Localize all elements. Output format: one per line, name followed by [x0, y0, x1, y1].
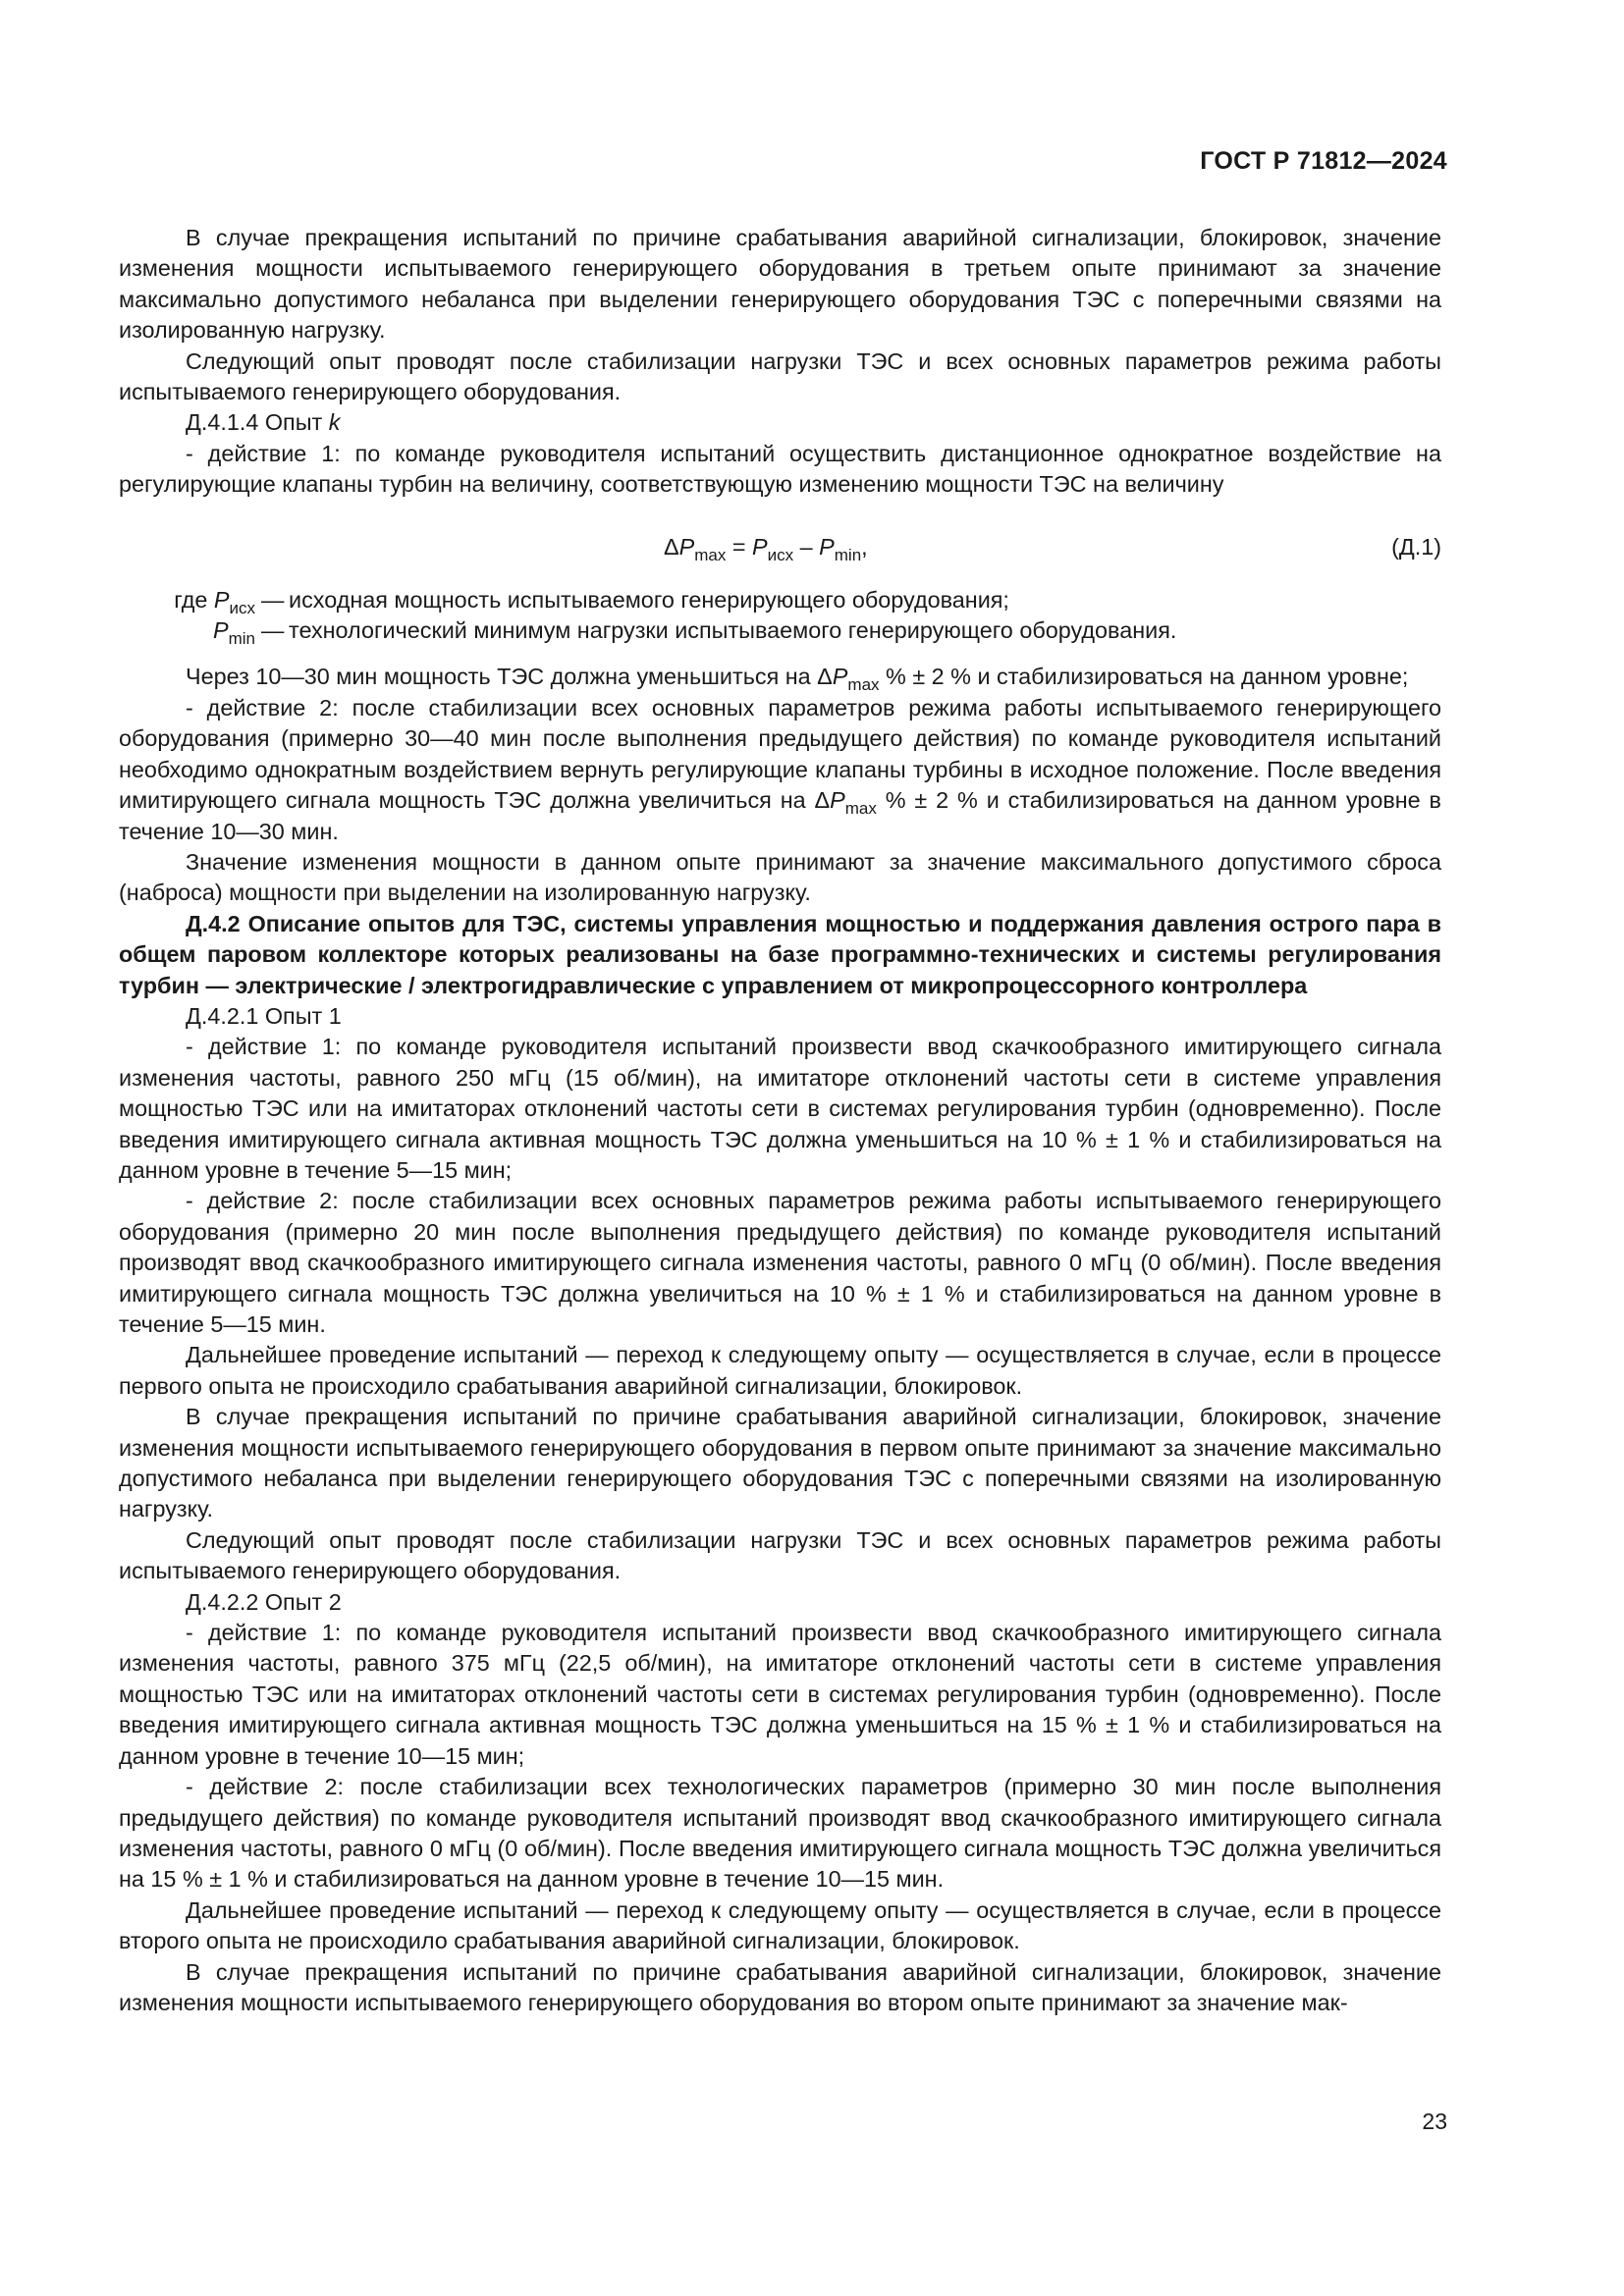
where-row: где $P_{исх}$ — исходная мощность испытываемого генерирующего оборудования; [174, 586, 1009, 617]
section-heading-d42: Д.4.2 Описание опытов для ТЭС, системы управления мощностью и поддержания давления острого пара в общем паровом коллекторе которых реализованы на базе программно-технических и системы регулирования турбин — электрические / электрогидравлические с управлением от микропроцессорного контроллера [119, 910, 1441, 998]
clause-heading-d414: Д.4.1.4 Опыт k [186, 409, 341, 436]
where-legend [119, 585, 1441, 647]
paragraph: Дальнейшее проведение испытаний — переход к следующему опыту — осуществляется в случае, если в процессе первого опыта не происходило срабатывания аварийной сигнализации, блокировок. [119, 1342, 1441, 1399]
paragraph: Д.4.2.2 Опыт 2 [186, 1588, 342, 1615]
paragraph: - действие 1: по команде руководителя испытаний произвести ввод скачкообразного имитирующего сигнала изменения частоты, равного 250 мГц (15 об/мин), на имитаторе отклонений частоты сети в системе управления мощностью ТЭС или на имитаторах отклонений частоты сети в системах регулирования турбин (одновременно). После введения имитирующего сигнала активная мощность ТЭС должна уменьшиться на 10 % ± 1 % и стабилизироваться на данном уровне в течение 5—15 мин; [119, 1034, 1441, 1183]
action-1-paragraph: - действие 1: по команде руководителя испытаний осуществить дистанционное однократное воздействие на регулирующие клапаны турбин на величину, соответствующую изменению мощности ТЭС на величину [119, 440, 1441, 498]
paragraph: Дальнейшее проведение испытаний — переход к следующему опыту — осуществляется в случае, если в процессе второго опыта не происходило срабатывания аварийной сигнализации, блокировок. [119, 1896, 1441, 1954]
paragraph: Следующий опыт проводят после стабилизации нагрузки ТЭС и всех основных параметров режима работы испытываемого генерирующего оборудования. [119, 347, 1441, 405]
paragraph: В случае прекращения испытаний по причине срабатывания аварийной сигнализации, блокировок, значение изменения мощности испытываемого генерирующего оборудования во втором опыте принимают за значение мак- [119, 1958, 1441, 2015]
standard-code: ГОСТ Р 71812—2024 [1200, 147, 1447, 175]
paragraph: - действие 1: по команде руководителя испытаний произвести ввод скачкообразного имитирующего сигнала изменения частоты, равного 375 мГц (22,5 об/мин), на имитаторе отклонений частоты сети в системе управления мощностью ТЭС или на имитаторах отклонений частоты сети в системах регулирования турбин (одновременно). После введения имитирующего сигнала активная мощность ТЭС должна уменьшиться на 15 % ± 1 % и стабилизироваться на данном уровне в течение 10—15 мин; [119, 1620, 1441, 1769]
paragraph: В случае прекращения испытаний по причине срабатывания аварийной сигнализации, блокировок, значение изменения мощности испытываемого генерирующего оборудования в первом опыте принимают за значение максимально допустимого небаланса при выделении генерирующего оборудования ТЭС с поперечными связями на изолированную нагрузку. [119, 1404, 1441, 1522]
paragraph: Через 10—30 мин мощность ТЭС должна уменьшиться на $\Delta P_{max}$ % ± 2 % и стабилизироваться на данном уровне; [186, 664, 1409, 695]
paragraph: Д.4.2.1 Опыт 1 [186, 1002, 342, 1029]
paragraph: - действие 2: после стабилизации всех основных параметров режима работы испытываемого генерирующего оборудования (примерно 20 мин после выполнения предыдущего действия) по команде руководителя испытаний производят ввод скачкообразного имитирующего сигнала изменения частоты, равного 0 мГц (0 об/мин). После введения имитирующего сигнала мощность ТЭС должна увеличиться на 10 % ± 1 % и стабилизироваться на данном уровне в течение 5—15 мин. [119, 1188, 1441, 1337]
paragraph: В случае прекращения испытаний по причине срабатывания аварийной сигнализации, блокировок, значение изменения мощности испытываемого генерирующего оборудования в третьем опыте принимают за значение максимально допустимого небаланса при выделении генерирующего оборудования ТЭС с поперечными связями на изолированную нагрузку. [119, 225, 1441, 344]
formula-number: (Д.1) [1391, 533, 1441, 560]
document-body [119, 223, 1441, 2018]
paragraph: Следующий опыт проводят после стабилизации нагрузки ТЭС и всех основных параметров режима работы испытываемого генерирующего оборудования. [119, 1526, 1441, 1584]
formula-expression: $\Delta P_{max} = P_{исх} - P_{min}$, [664, 533, 868, 564]
paragraph: - действие 2: после стабилизации всех технологических параметров (примерно 30 мин после выполнения предыдущего действия) по команде руководителя испытаний производят ввод скачкообразного имитирующего сигнала изменения частоты, равного 0 мГц (0 об/мин). После введения имитирующего сигнала мощность ТЭС должна увеличиться на 15 % ± 1 % и стабилизироваться на данном уровне в течение 10—15 мин. [119, 1774, 1441, 1893]
paragraph: Значение изменения мощности в данном опыте принимают за значение максимального допустимого сброса (наброса) мощности при выделении на изолированную нагрузку. [119, 848, 1441, 906]
where-row: $P_{min}$ — технологический минимум нагрузки испытываемого генерирующего оборудования. [212, 617, 1177, 649]
formula-d1 [119, 518, 1441, 579]
page-number: 23 [1422, 2109, 1447, 2134]
action-2-paragraph: - действие 2: после стабилизации всех основных параметров режима работы испытываемого генерирующего оборудования (примерно 30—40 мин после выполнения предыдущего действия) по команде руководителя испытаний необходимо однократным воздействием вернуть регулирующие клапаны турбины в исходное положение. После введения имитирующего сигнала мощность ТЭС должна увеличиться на $\Delta P_{max}$ % ± 2 % и стабилизироваться на данном уровне в течение 10—30 мин. [119, 694, 1441, 844]
